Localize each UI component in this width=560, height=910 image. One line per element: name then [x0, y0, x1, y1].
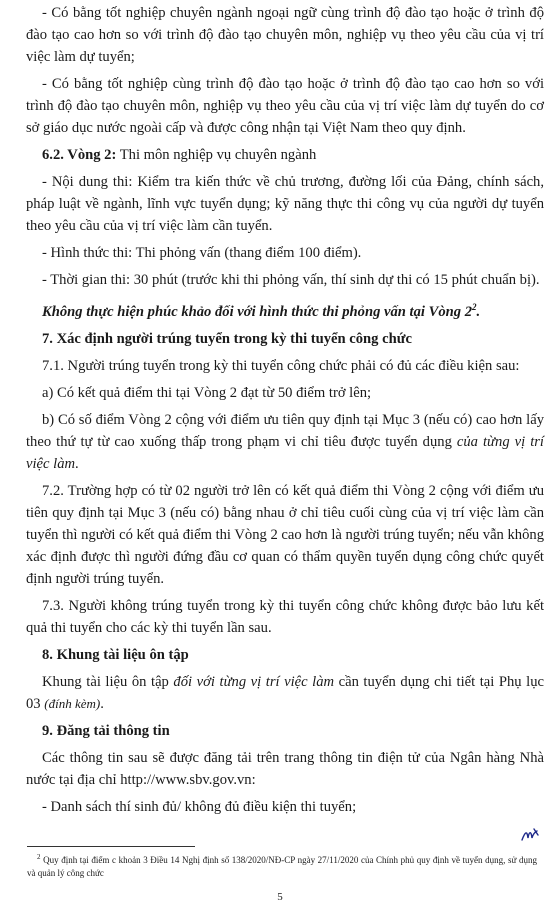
para-8-period: . [100, 695, 104, 712]
footnote [27, 851, 537, 880]
para-8-text: Khung tài liệu ôn tập [42, 673, 174, 690]
round-2-heading [26, 144, 544, 166]
para-exam-format: - Hình thức thi: Thi phỏng vấn (thang điểm 100 điểm). [42, 245, 362, 261]
round-2-title: Thi môn nghiệp vụ chuyên ngành [116, 147, 317, 163]
footnote-number: 2 [37, 853, 41, 861]
section-9-heading: 9. Đăng tải thông tin [42, 722, 170, 739]
para-7-1-b-period: . [75, 455, 79, 472]
section-8-heading: 8. Khung tài liệu ôn tập [42, 646, 189, 663]
document-body [26, 2, 544, 823]
note-period: . [476, 303, 481, 320]
no-review-note [26, 296, 544, 323]
para-8 [26, 671, 544, 715]
section-7-heading: 7. Xác định người trúng tuyển trong kỳ thi tuyển công chức [42, 330, 412, 347]
para-7-2: 7.2. Trường hợp có từ 02 người trở lên có kết quả điểm thi Vòng 2 cộng với điểm ưu tiên quy định tại Mục 3 (nếu có) bằng nhau ở chỉ tiêu cuối cùng của vị trí việc làm cần tuyển thì người có kết quả điểm thi Vòng 2 cao hơn là người trúng tuyển; nếu vẫn không xác định được thì người đứng đầu cơ quan có thẩm quyền tuyển dụng công chức quyết định người trúng tuyển. [26, 482, 544, 587]
footnote-text: Quy định tại điểm c khoản 3 Điều 14 Nghị định số 138/2020/NĐ-CP ngày 27/11/2020 của Chính phủ quy định về tuyển dụng, sử dụng và quản lý công chức [27, 855, 537, 878]
para-7-1-b [26, 409, 544, 475]
para-7-3: 7.3. Người không trúng tuyển trong kỳ thi tuyển công chức không được bảo lưu kết quả thi tuyển cho các kỳ thi tuyển lần sau. [26, 597, 544, 636]
para-exam-content: - Nội dung thi: Kiểm tra kiến thức về chủ trương, đường lối của Đảng, chính sách, pháp luật về ngành, lĩnh vực tuyển dụng; kỹ năng thực thi công vụ của người dự tuyển theo yêu cầu của vị trí việc làm cần tuyển. [26, 174, 544, 234]
para-7-1-b-italic: của từng vị trí việc làm [26, 433, 544, 472]
page-number: 5 [277, 891, 283, 903]
para-8-italic: đối với từng vị trí việc làm [173, 673, 335, 690]
para-7-1: 7.1. Người trúng tuyển trong kỳ thi tuyển công chức phải có đủ các điều kiện sau: [42, 357, 520, 374]
para-8-attached: (đính kèm) [44, 695, 101, 711]
para-9-list-item: - Danh sách thí sinh đủ/ không đủ điều kiện thi tuyển; [42, 798, 357, 815]
para-7-1-b-text: b) Có số điểm Vòng 2 cộng với điểm ưu tiên quy định tại Mục 3 (nếu có) cao hơn lấy theo thứ tự từ cao xuống thấp trong phạm vi chỉ tiêu được tuyển dụng [26, 411, 544, 450]
para-exam-duration: - Thời gian thi: 30 phút (trước khi thi phỏng vấn, thí sinh dự thi có 15 phút chuẩn bị). [42, 272, 540, 288]
footnote-ref: 2 [472, 302, 477, 312]
no-review-text: Không thực hiện phúc khảo đối với hình thức thi phỏng vấn tại Vòng 2 [42, 303, 473, 320]
para-7-1-a: a) Có kết quả điểm thi tại Vòng 2 đạt từ 50 điểm trở lên; [42, 384, 372, 401]
round-2-label: 6.2. Vòng 2: [42, 147, 117, 163]
para-condition-foreign-language: - Có bằng tốt nghiệp chuyên ngành ngoại ngữ cùng trình độ đào tạo hoặc ở trình độ đào tạo cao hơn so với trình độ đào tạo chuyên môn, nghiệp vụ theo yêu cầu của vị trí việc làm dự tuyển; [26, 5, 544, 65]
para-condition-foreign-degree: - Có bằng tốt nghiệp cùng trình độ đào tạo hoặc ở trình độ đào tạo cao hơn so với trình độ đào tạo chuyên môn, nghiệp vụ theo yêu cầu của vị trí việc làm dự tuyển do cơ sở giáo dục nước ngoài cấp và được công nhận tại Việt Nam theo quy định. [26, 76, 544, 136]
para-9: Các thông tin sau sẽ được đăng tải trên trang thông tin điện tử của Ngân hàng Nhà nước tại địa chỉ http://www.sbv.gov.vn: [26, 749, 544, 788]
para-8-text-2: cần tuyển dụng chi tiết tại Phụ lục 03 [26, 673, 544, 712]
footnote-divider [27, 846, 195, 847]
initials-mark [520, 826, 542, 844]
